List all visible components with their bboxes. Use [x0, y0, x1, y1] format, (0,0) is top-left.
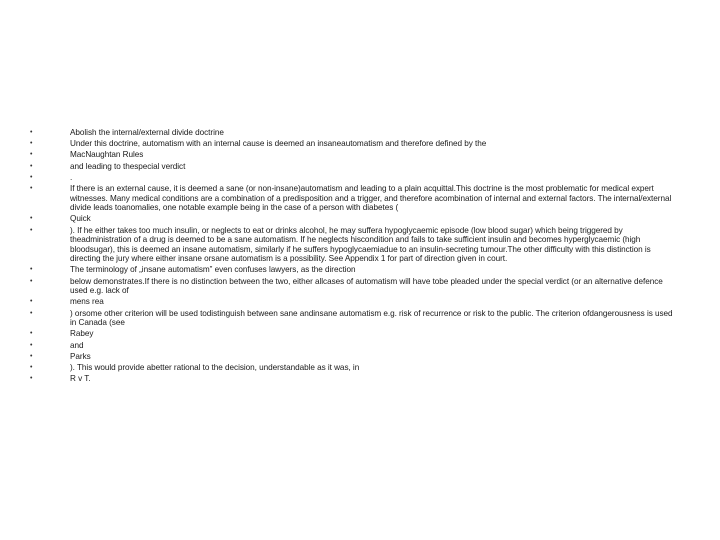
bullet-item [30, 162, 680, 172]
bullet-text: and [70, 340, 84, 350]
bullet-item [30, 277, 680, 296]
bullet-item [30, 374, 680, 384]
bullet-item [30, 150, 680, 160]
bullet-marker: • [30, 129, 33, 136]
bullet-item [30, 184, 680, 213]
bullet-text: and leading to thespecial verdict [70, 161, 186, 171]
bullet-item [30, 329, 680, 339]
bullet-text: ). This would provide abetter rational to the decision, understandable as it was, in [70, 362, 360, 372]
bullet-item [30, 363, 680, 373]
bullet-item [30, 173, 680, 183]
bullet-marker: • [30, 140, 33, 148]
bullet-item [30, 214, 680, 224]
bullet-marker: • [30, 226, 33, 234]
bullet-marker: • [30, 341, 33, 349]
bullet-text: ) orsome other criterion will be used todistinguish between sane andinsane automatism e.g. risk of recurrence or risk to the public. The criterion ofdangerousness is used in Canada (see [70, 308, 673, 328]
bullet-marker: • [30, 215, 33, 223]
bullet-text: below demonstrates.If there is no distinction between the two, either allcases of automatism will have tobe pleaded under the special verdict (or an alternative defence used e.g. lack of [70, 276, 663, 296]
bullet-item [30, 128, 680, 138]
bullet-text: ). If he either takes too much insulin, or neglects to eat or drinks alcohol, he may suffera hypoglycaemic episode (low blood sugar) which being triggered by theadministration of a drug is deemed to be a sane automatism. If he neglects hiscondition and fails to take sufficient insulin and becomes hyperglycaemic (high bloodsugar), this is deemed an insane automatism, similarly if he suffers hypoglycaemiadue to an insulin-secreting tumour.The other difficulty with this distinction is directing the jury where either insane orsane automatism is a possibility. See Appendix 1 for part of direction given in court. [70, 225, 651, 264]
bullet-marker: • [30, 309, 33, 317]
bullet-text: If there is an external cause, it is deemed a sane (or non-insane)automatism and leading to a plain acquittal.This doctrine is the most problematic for medical expert witnesses. Many medical conditions are a combination of a predisposition and a trigger, and therefore acombination of internal and external factors. The internal/external divide leads toanomalies, one notable example being in the case of a person with diabetes ( [70, 183, 672, 213]
bullet-text: mens rea [70, 297, 104, 307]
bullet-text: . [70, 172, 73, 182]
bullet-marker: • [30, 363, 33, 371]
bullet-marker: • [30, 184, 33, 192]
bullet-marker: • [30, 298, 33, 306]
bullet-item [30, 139, 680, 149]
bullet-marker: • [30, 151, 33, 159]
bullet-marker: • [30, 375, 33, 383]
bullet-list [30, 128, 680, 385]
bullet-marker: • [30, 277, 33, 285]
bullet-text: R v T. [70, 374, 91, 384]
bullet-marker: • [30, 162, 33, 170]
bullet-item [30, 265, 680, 275]
bullet-text: Abolish the internal/external divide doctrine [70, 128, 224, 137]
bullet-item [30, 352, 680, 362]
bullet-item [30, 297, 680, 307]
bullet-item [30, 341, 680, 351]
bullet-text: Under this doctrine, automatism with an internal cause is deemed an insaneautomatism and therefore defined by the [70, 139, 487, 149]
bullet-text: MacNaughtan Rules [70, 150, 144, 160]
bullet-text: The terminology of „insane automatism” even confuses lawyers, as the direction [70, 265, 356, 275]
bullet-marker: • [30, 330, 33, 338]
bullet-text: Quick [70, 214, 91, 224]
bullet-item [30, 226, 680, 264]
bullet-text: Rabey [70, 329, 94, 339]
bullet-item [30, 309, 680, 328]
bullet-marker: • [30, 173, 33, 181]
bullet-text: Parks [70, 351, 91, 361]
bullet-marker: • [30, 266, 33, 274]
bullet-marker: • [30, 352, 33, 360]
